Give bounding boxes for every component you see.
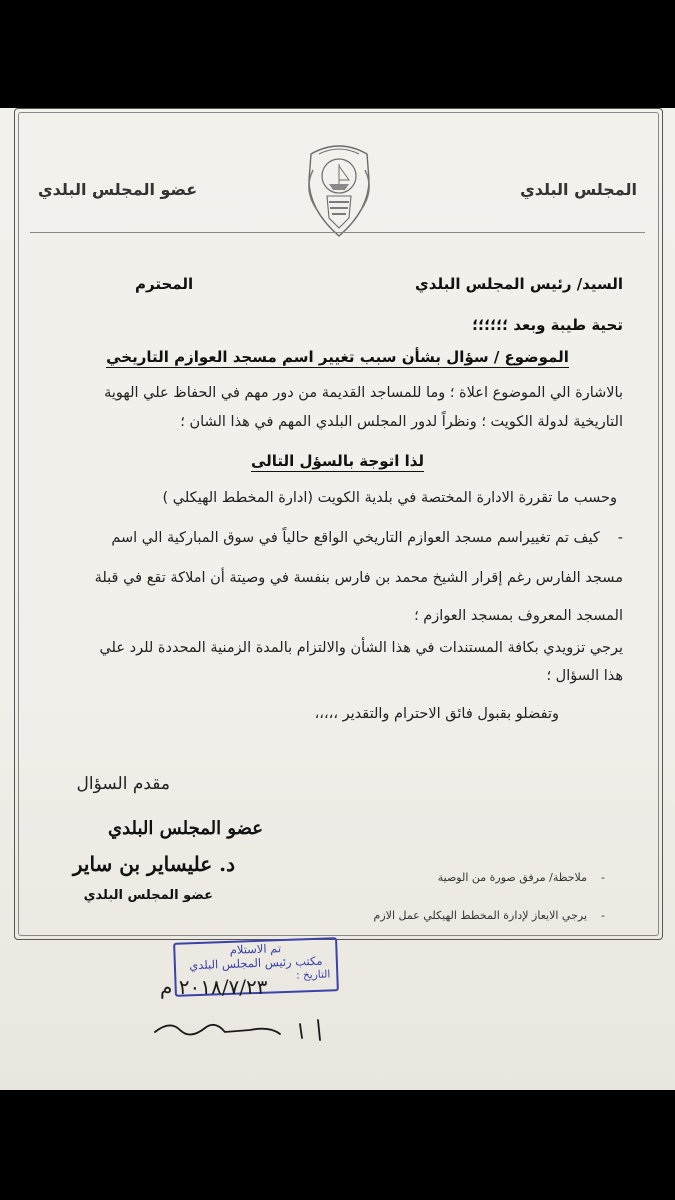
- question-line-1: [51, 530, 623, 546]
- addressee: السيد/ رئيس المجلس البلدي: [415, 275, 623, 293]
- paragraph-1-line-2: التاريخية لدولة الكويت ؛ ونظراً لدور المجلس البلدي المهم في هذا الشان ؛: [180, 414, 623, 430]
- subject-line: [0, 348, 675, 366]
- signatory-title: عضو المجلس البلدي: [107, 818, 263, 839]
- council-title: المجلس البلدي: [520, 180, 637, 199]
- handwritten-signature-icon: [150, 1010, 360, 1045]
- note-bullet: -: [601, 871, 605, 884]
- signatory-name: د. عليساير بن ساير: [72, 852, 235, 876]
- stamp-received: تم الاستلام: [229, 941, 282, 957]
- member-title: عضو المجلس البلدي: [38, 180, 198, 199]
- greeting: تحية طيبة وبعد ؛؛؛؛؛؛: [472, 316, 623, 334]
- question-line-1-text: كيف تم تغييراسم مسجد العوازم التاريخي الواقع حالياً في سوق المباركية الي اسم: [111, 530, 600, 546]
- note-instruction: [275, 909, 605, 922]
- paragraph-3-line-1: يرجي تزويدي بكافة المستندات في هذا الشأن والالتزام بالمدة الزمنية المحددة للرد علي: [99, 640, 623, 656]
- respect-label: المحترم: [135, 275, 194, 293]
- handwritten-date: ٢٠١٨/٧/٢٣ م: [160, 975, 268, 999]
- note-instruction-text: يرجي الايعاز لإدارة المخطط الهيكلي عمل الازم: [373, 909, 588, 922]
- note-attachment-text: ملاحظة/ مرفق صورة من الوصية: [437, 871, 588, 884]
- stamp-office: مكتب رئيس المجلس البلدي: [188, 953, 323, 973]
- note-bullet: -: [601, 909, 605, 922]
- question-line-2: مسجد الفارس رغم إقرار الشيخ محمد بن فارس بنفسة في وصيتة أن املاكة تقع في قبلة: [94, 570, 623, 586]
- question-line-3: المسجد المعروف بمسجد العوازم ؛: [414, 608, 623, 624]
- signatory-role: عضو المجلس البلدي: [83, 888, 213, 903]
- stamp-date-label: التاريخ :: [295, 968, 331, 982]
- paragraph-3-line-2: هذا السؤال ؛: [546, 668, 623, 684]
- question-heading-text: لذا اتوجة بالسؤل التالى: [250, 452, 425, 470]
- question-heading: [0, 452, 675, 470]
- paragraph-2: وحسب ما تقررة الادارة المختصة في بلدية الكويت (ادارة المخطط الهيكلي ): [162, 490, 617, 506]
- paragraph-1-line-1: بالاشارة الي الموضوع اعلاة ؛ وما للمساجد القديمة من دور مهم في الحفاظ علي الهوية: [104, 385, 623, 401]
- bullet-dash: -: [617, 530, 623, 546]
- submitted-by-label: مقدم السؤال: [76, 774, 170, 794]
- kuwait-emblem-icon: [299, 140, 379, 240]
- note-attachment: [275, 871, 605, 884]
- subject-text: الموضوع / سؤال بشأن سبب تغيير اسم مسجد العوازم التاريخي: [106, 348, 569, 366]
- closing-line: وتفضلو بقبول فائق الاحترام والتقدير ،،،،،: [314, 706, 559, 722]
- header-divider: [30, 232, 645, 233]
